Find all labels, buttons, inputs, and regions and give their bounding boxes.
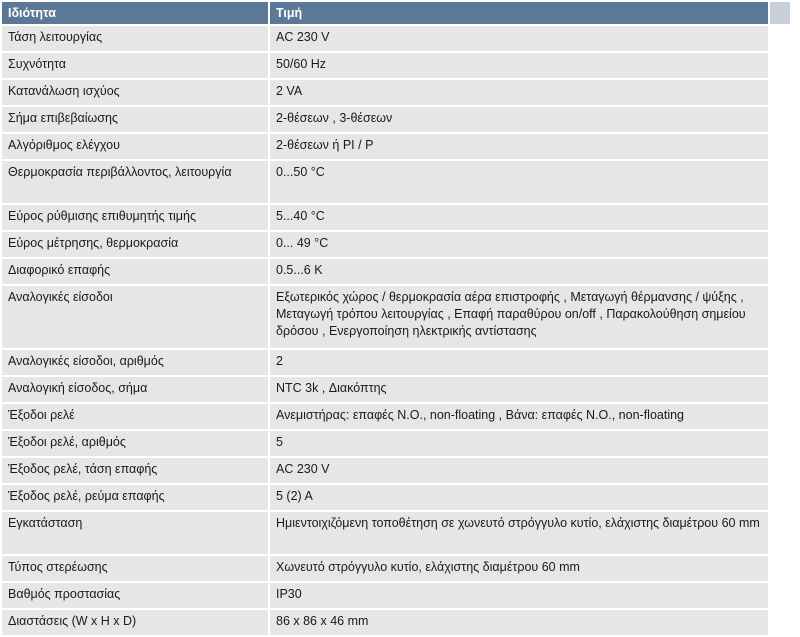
property-cell: Διαστάσεις (W x H x D) [2,610,270,637]
row-spacer [770,259,790,286]
value-cell: 5 [270,431,770,458]
row-spacer [770,485,790,512]
row-spacer [770,431,790,458]
row-spacer [770,80,790,107]
table-row [2,350,790,377]
value-cell: 0... 49 °C [270,232,770,259]
value-cell: NTC 3k , Διακόπτης [270,377,770,404]
row-spacer [770,377,790,404]
properties-table [2,2,790,637]
table-row [2,556,790,583]
table-row [2,404,790,431]
property-cell: Θερμοκρασία περιβάλλοντος, λειτουργία [2,161,270,205]
row-spacer [770,458,790,485]
property-cell: Εύρος ρύθμισης επιθυμητής τιμής [2,205,270,232]
table-row [2,377,790,404]
row-spacer [770,512,790,556]
row-spacer [770,404,790,431]
table-row [2,134,790,161]
property-cell: Διαφορικό επαφής [2,259,270,286]
table-row [2,583,790,610]
property-cell: Αλγόριθμος ελέγχου [2,134,270,161]
value-cell: 86 x 86 x 46 mm [270,610,770,637]
table-row [2,161,790,205]
table-row [2,26,790,53]
row-spacer [770,26,790,53]
table-row [2,458,790,485]
row-spacer [770,161,790,205]
table-row [2,485,790,512]
row-spacer [770,286,790,350]
table-row [2,232,790,259]
column-header-property[interactable]: Ιδιότητα [2,2,270,26]
row-spacer [770,107,790,134]
property-cell: Βαθμός προστασίας [2,583,270,610]
table-row [2,80,790,107]
property-cell: Τάση λειτουργίας [2,26,270,53]
value-cell: 2 [270,350,770,377]
value-cell: 2-θέσεων ή PI / P [270,134,770,161]
row-spacer [770,134,790,161]
row-spacer [770,583,790,610]
row-spacer [770,610,790,637]
table-row [2,512,790,556]
property-cell: Σήμα επιβεβαίωσης [2,107,270,134]
property-cell: Έξοδοι ρελέ [2,404,270,431]
value-cell: Χωνευτό στρόγγυλο κυτίο, ελάχιστης διαμέτρου 60 mm [270,556,770,583]
row-spacer [770,232,790,259]
table-row [2,259,790,286]
value-cell: 0.5...6 K [270,259,770,286]
value-cell: 50/60 Hz [270,53,770,80]
property-cell: Έξοδοι ρελέ, αριθμός [2,431,270,458]
property-cell: Συχνότητα [2,53,270,80]
property-cell: Αναλογικές είσοδοι [2,286,270,350]
value-cell: IP30 [270,583,770,610]
property-cell: Αναλογική είσοδος, σήμα [2,377,270,404]
property-cell: Έξοδος ρελέ, τάση επαφής [2,458,270,485]
property-cell: Εγκατάσταση [2,512,270,556]
table-row [2,205,790,232]
row-spacer [770,350,790,377]
value-cell: Ανεμιστήρας: επαφές N.O., non-floating , Βάνα: επαφές N.O., non-floating [270,404,770,431]
value-cell: Εξωτερικός χώρος / θερμοκρασία αέρα επιστροφής , Μεταγωγή θέρμανσης / ψύξης , Μεταγωγή τρόπου λειτουργίας , Επαφή παραθύρου on/off , Παρακολούθηση σημείου δρόσου , Ενεργοποίηση ηλεκτρικής αντίστασης [270,286,770,350]
value-cell: Ημιεντοιχιζόμενη τοποθέτηση σε χωνευτό στρόγγυλο κυτίο, ελάχιστης διαμέτρου 60 mm [270,512,770,556]
table-row [2,286,790,350]
property-cell: Αναλογικές είσοδοι, αριθμός [2,350,270,377]
table-row [2,53,790,80]
value-cell: AC 230 V [270,458,770,485]
value-cell: 0...50 °C [270,161,770,205]
row-spacer [770,556,790,583]
value-cell: AC 230 V [270,26,770,53]
value-cell: 5...40 °C [270,205,770,232]
column-header-value[interactable]: Τιμή [270,2,770,26]
table-header-row [2,2,790,26]
value-cell: 2-θέσεων , 3-θέσεων [270,107,770,134]
value-cell: 2 VA [270,80,770,107]
table-row [2,431,790,458]
property-cell: Έξοδος ρελέ, ρεύμα επαφής [2,485,270,512]
property-cell: Τύπος στερέωσης [2,556,270,583]
table-row [2,107,790,134]
value-cell: 5 (2) A [270,485,770,512]
row-spacer [770,53,790,80]
table-row [2,610,790,637]
property-cell: Εύρος μέτρησης, θερμοκρασία [2,232,270,259]
row-spacer [770,205,790,232]
header-spacer [770,2,790,26]
property-cell: Κατανάλωση ισχύος [2,80,270,107]
